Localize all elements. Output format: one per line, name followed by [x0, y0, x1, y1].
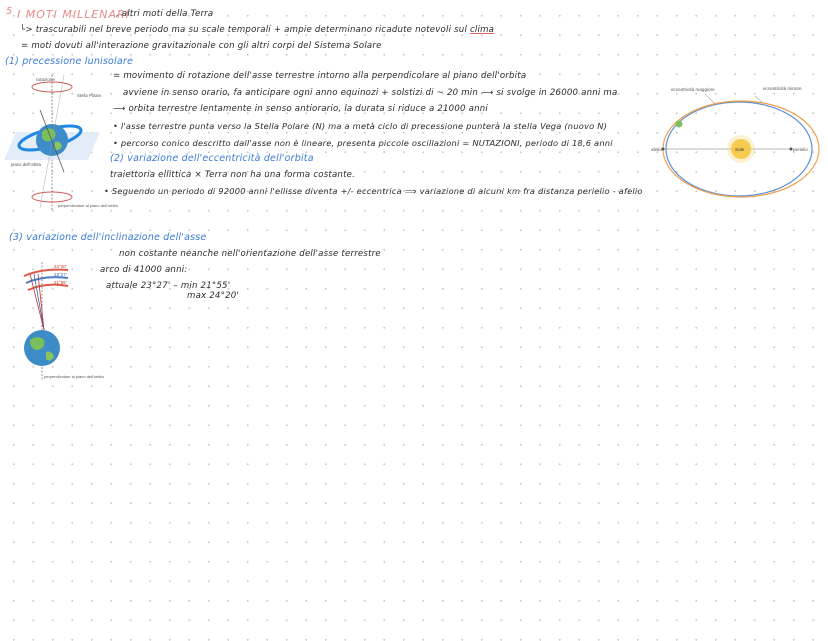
section1-heading: (1) precessione lunisolare [5, 56, 134, 67]
page-title-suffix: , altri moti della Terra [116, 9, 214, 19]
label-angle-mid: 23°27' [54, 272, 67, 277]
label-piano-orbita: piano dell'orbita [11, 162, 41, 167]
intro-arrow: └> [20, 25, 33, 35]
eccentricity-figure [645, 82, 825, 202]
section2-heading: (2) variazione dell'eccentricità dell'orbita [110, 153, 314, 164]
precession-figure [0, 70, 118, 220]
section3-heading: (3) variazione dell'inclinazione dell'asse [9, 232, 207, 243]
section3-line-1: non costante neanche nell'orientazione dell'asse terrestre [119, 249, 381, 259]
label-rotazione: rotazione [36, 77, 55, 82]
label-perpendicolare-2: perpendicolare al piano dell'orbita [44, 374, 104, 379]
obliquity-figure [0, 260, 110, 400]
label-afelio: afelio [651, 147, 662, 152]
intro-text-1: trascurabili nel breve periodo ma su scale temporali + ampie determinano ricadute notevoli sul [35, 25, 468, 35]
section1-line-4: • l'asse terrestre punta verso la Stella Polare (N) ma a metà ciclo di precessione punterà la stella Vega (nuovo N) [113, 121, 608, 131]
label-perpendicolare-1: perpendicolare al piano dell'orbita [58, 203, 118, 208]
label-ecc-minore: eccentricità minore [763, 86, 802, 91]
section1-line-3: ⟶ orbita terrestre lentamente in senso antiorario, la durata si riduce a 21000 anni [113, 104, 488, 114]
label-angle-low: 21°55' [54, 280, 67, 285]
section2-line-2: • Seguendo un periodo di 92000 anni l'ellisse diventa +/- eccentrica ⟹ variazione di alcuni km fra distanza perielio - afelio [104, 186, 643, 196]
intro-clima: clima [469, 25, 495, 35]
intro-line-2: = moti dovuti all'interazione gravitazionale con gli altri corpi del Sistema Solare [21, 41, 382, 51]
section3-line-3: attuale 23°27' – min 21°55' [106, 281, 231, 291]
page-title: I MOTI MILLENARI [17, 8, 130, 21]
label-angle-top: 24°20' [54, 264, 67, 269]
section1-line-2: avviene in senso orario, fa anticipare ogni anno equinozi + solstizi di ~ 20 min ⟶ si svolge in 26000 anni ma [123, 88, 618, 98]
section2-line-1: traiettoria ellittica × Terra non ha una forma costante. [110, 170, 356, 180]
section1-line-5: • percorso conico descritto dall'asse non è lineare, presenta piccole oscillazioni = NUTAZIONI, periodo di 18,6 anni [113, 138, 613, 148]
label-stella-polare: Stella Polare [77, 93, 102, 98]
label-ecc-maggiore: eccentricità maggiore [671, 87, 715, 92]
section3-line-4: max 24°20' [187, 291, 239, 301]
section1-line-1: = movimento di rotazione dell'asse terrestre intorno alla perpendicolare al piano dell'orbita [113, 71, 527, 81]
label-perielio: perielio [793, 147, 808, 152]
section3-line-2: arco di 41000 anni: [100, 265, 188, 275]
label-sole: Sole [735, 147, 745, 152]
page-number: 5 [6, 6, 13, 17]
intro-line-1 [20, 25, 494, 35]
